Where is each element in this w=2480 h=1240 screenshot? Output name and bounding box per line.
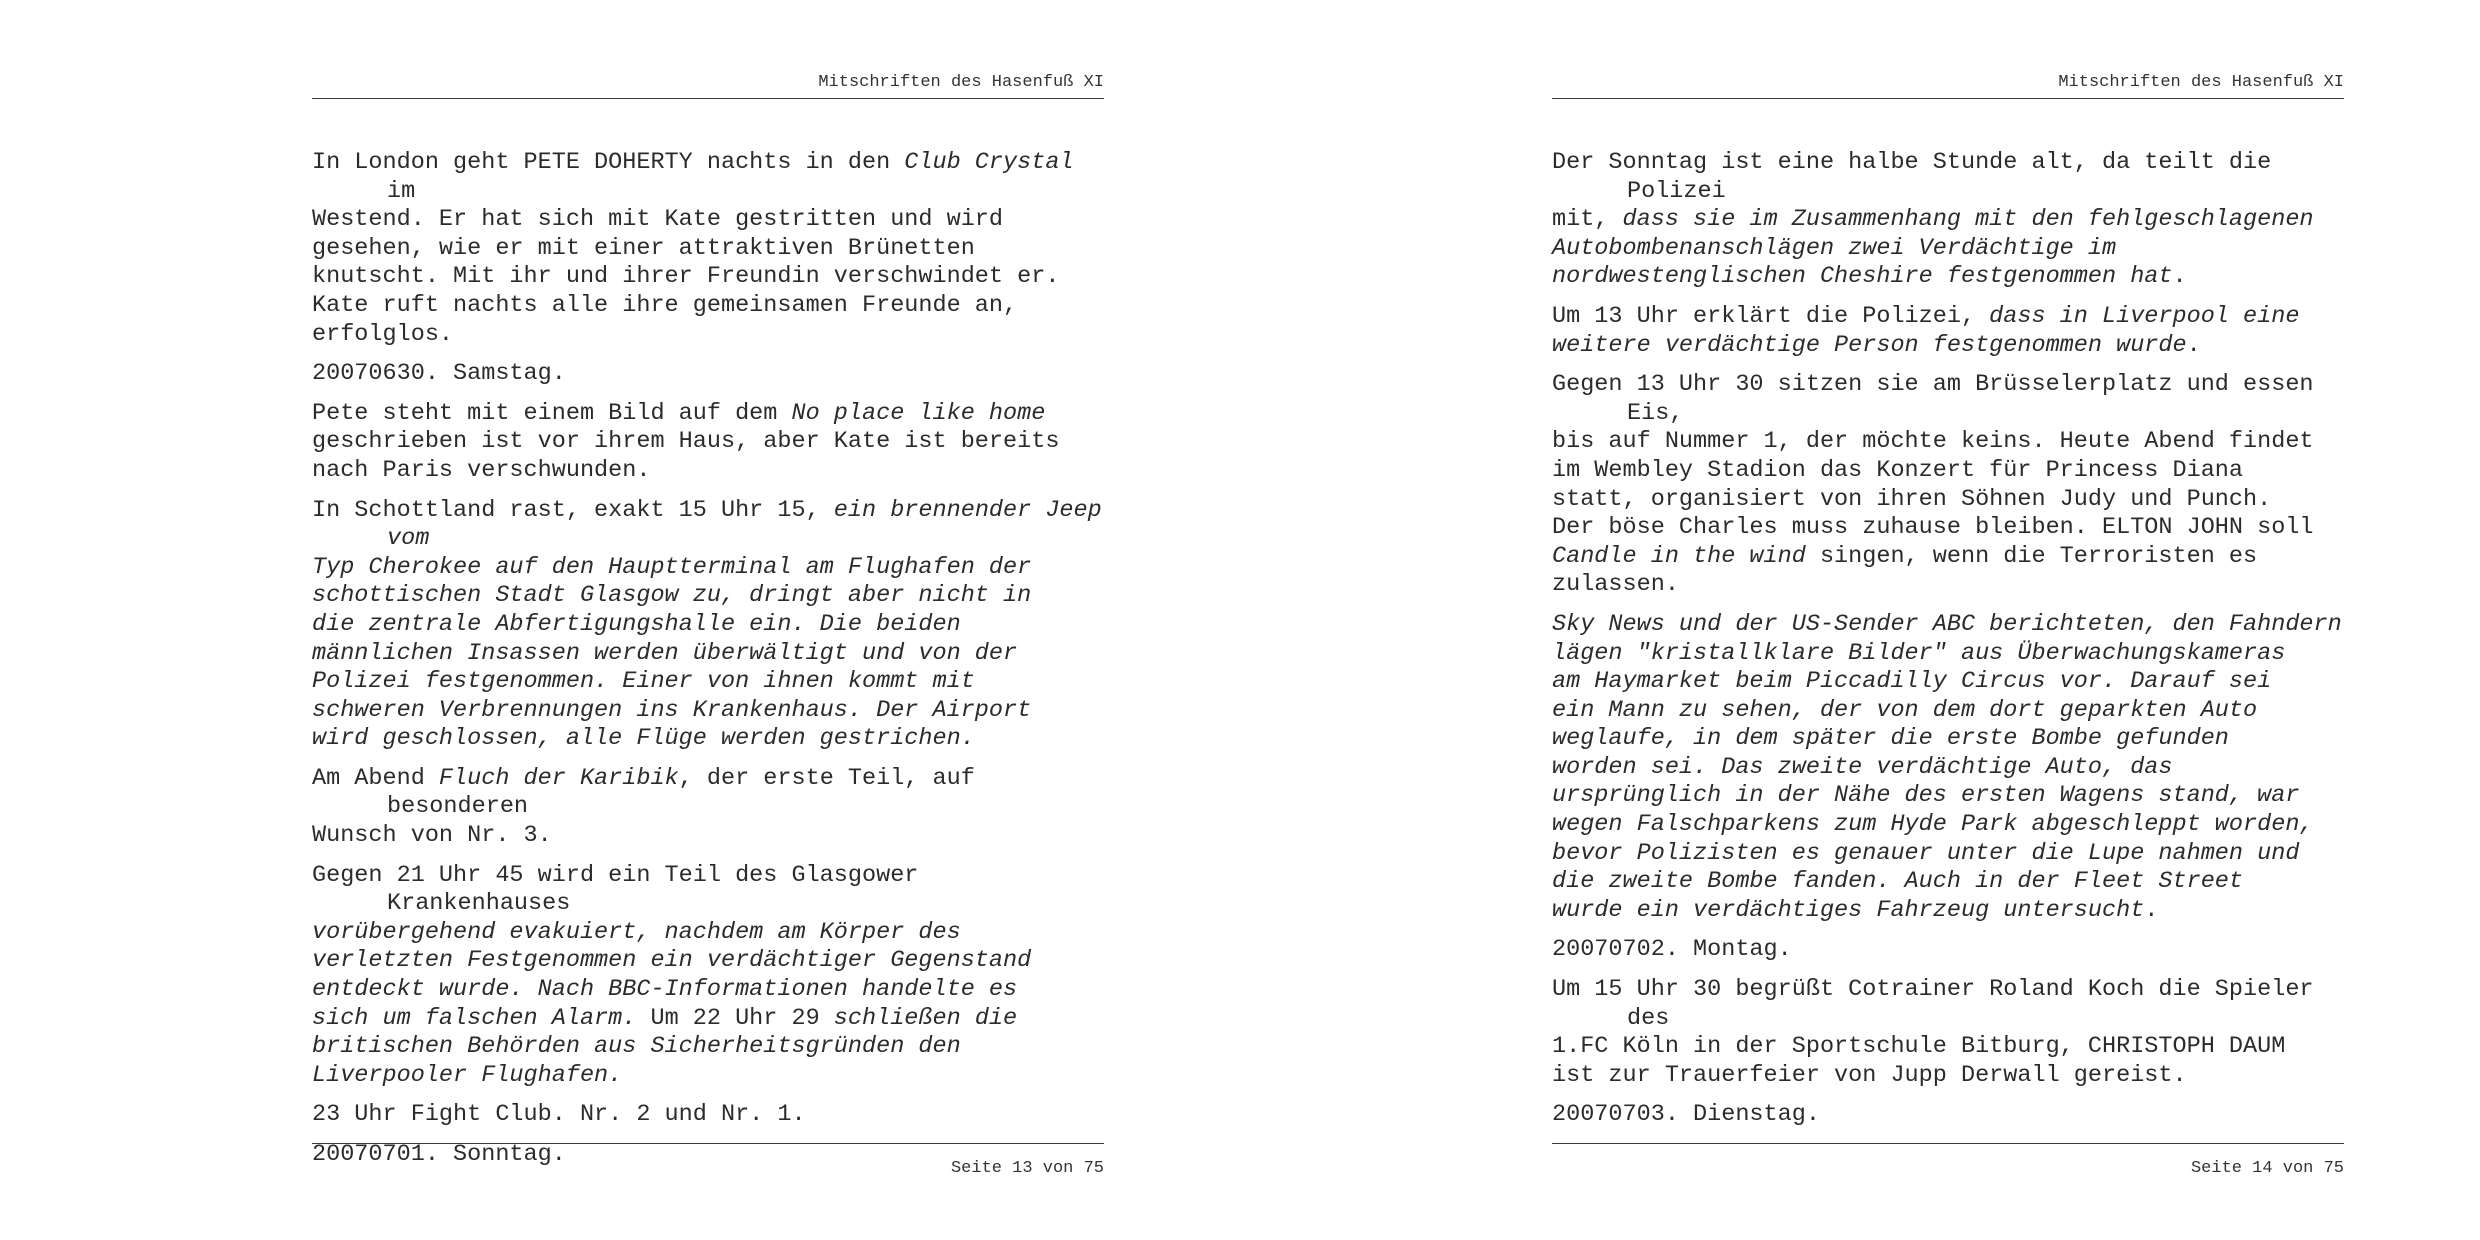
paragraph (312, 400, 1112, 486)
text-line (1552, 696, 2352, 726)
text: bis auf Nummer 1, der möchte keins. Heute Abend findet (1552, 428, 2314, 456)
italic-text: dass sie im Zusammenhang mit den fehlgeschlagenen (1622, 206, 2314, 234)
text-line (312, 263, 1112, 292)
italic-text: weitere verdächtige Person festgenommen wurde (1552, 331, 2187, 359)
text: erfolglos. (312, 320, 454, 348)
text-line (1552, 263, 2352, 292)
text: . (2186, 331, 2201, 359)
text-line (1552, 331, 2352, 361)
italic-text: sich um falschen Alarm. (312, 1004, 637, 1032)
text-line (312, 1061, 1112, 1091)
paragraph (1552, 303, 2352, 360)
italic-text: verletzten Festgenommen ein verdächtiger Gegenstand (312, 947, 1032, 975)
text-line (312, 947, 1112, 976)
text: Der böse Charles muss zuhause bleiben. ELTON JOHN soll (1552, 514, 2314, 542)
text: Gegen 21 Uhr 45 wird ein Teil des Glasgower Krankenhauses (312, 861, 919, 918)
paragraph (1552, 1101, 2352, 1130)
italic-text: Club Crystal (904, 149, 1074, 176)
text: . (2144, 896, 2159, 924)
text-line (1552, 428, 2352, 457)
text-line (312, 206, 1112, 235)
italic-text: schottischen Stadt Glasgow zu, dringt aber nicht in (312, 582, 1032, 610)
italic-text: Autobombenanschlägen zwei Verdächtige im (1552, 234, 2117, 262)
text: Um 22 Uhr 29 (636, 1004, 834, 1032)
text-line (312, 610, 1112, 640)
text-line (1552, 571, 2352, 600)
text-line (1552, 753, 2352, 783)
italic-text: die zentrale Abfertigungshalle ein. Die beiden (312, 610, 961, 638)
text-line (312, 861, 1112, 919)
italic-text: am Haymarket beim Piccadilly Circus vor. Darauf sei (1552, 668, 2272, 696)
text: Pete steht mit einem Bild auf dem (312, 399, 792, 427)
text-line (312, 456, 1112, 486)
text-line (312, 496, 1112, 554)
text: 20070702. Montag. (1552, 936, 1792, 964)
italic-text: weglaufe, in dem später die erste Bombe gefunden (1552, 725, 2229, 753)
text-line (312, 668, 1112, 697)
page-header: Mitschriften des Hasenfuß XI (2058, 73, 2344, 92)
text-line (1552, 1033, 2352, 1062)
text: Am Abend (312, 764, 439, 792)
footer-divider (312, 1143, 1104, 1144)
italic-text: britischen Behörden aus Sicherheitsgründen den (312, 1033, 961, 1061)
text: knutscht. Mit ihr und ihrer Freundin verschwindet er. (312, 263, 1060, 291)
text: im (387, 177, 416, 205)
paragraph (1552, 611, 2352, 926)
page-number: Seite 14 von 75 (2190, 1159, 2344, 1178)
italic-text: die zweite Bombe fanden. Auch in der Fleet Street (1552, 868, 2244, 896)
text-line (312, 1033, 1112, 1062)
text: Um 13 Uhr erklärt die Polizei, (1552, 302, 1990, 330)
text-line (312, 234, 1112, 264)
text: In London geht PETE DOHERTY nachts in den (312, 149, 905, 176)
text: Westend. Er hat sich mit Kate gestritten und wird (312, 206, 1004, 234)
paragraph (312, 862, 1112, 1091)
text-line (312, 360, 1112, 389)
italic-text: Polizei festgenommen. Einer von ihnen kommt mit (312, 668, 975, 696)
text-line (1552, 868, 2352, 897)
text-line (312, 918, 1112, 948)
text: mit, (1552, 206, 1623, 234)
text-line (312, 399, 1112, 429)
italic-text: nordwestenglischen Cheshire festgenommen hat (1552, 263, 2173, 291)
italic-text: No place like home (791, 399, 1046, 427)
paragraph (312, 1101, 1112, 1130)
page-right (1240, 0, 2480, 1240)
text: im Wembley Stadion das Konzert für Princess Diana (1552, 456, 2244, 484)
italic-text: dass in Liverpool eine (1989, 302, 2300, 330)
italic-text: ein brennender Jeep vom (387, 496, 1102, 553)
text: 23 Uhr Fight Club. Nr. 2 und Nr. 1. (312, 1101, 806, 1129)
italic-text: männlichen Insassen werden überwältigt und von der (312, 639, 1018, 667)
text-line (1552, 514, 2352, 543)
text: . (2172, 263, 2187, 291)
text-line (1552, 936, 2352, 965)
italic-text: Sky News und der US-Sender ABC berichteten, den Fahndern (1552, 610, 2342, 638)
italic-text: wegen Falschparkens zum Hyde Park abgeschleppt worden, (1552, 811, 2314, 839)
text: geschrieben ist vor ihrem Haus, aber Kate ist bereits (312, 428, 1060, 456)
text-line (312, 639, 1112, 669)
text: nach Paris verschwunden. (312, 456, 651, 484)
text: Der Sonntag ist eine halbe Stunde alt, da teilt die Polizei (1552, 149, 2272, 205)
page-number: Seite 13 von 75 (950, 1159, 1104, 1178)
text-line (1552, 149, 2352, 206)
text: 20070630. Samstag. (312, 360, 566, 388)
text-line (312, 696, 1112, 726)
italic-text: schließen die (833, 1004, 1018, 1032)
italic-text: schweren Verbrennungen ins Krankenhaus. Der Airport (312, 696, 1032, 724)
header-divider (312, 98, 1104, 99)
text-line (312, 291, 1112, 321)
header-divider (1552, 98, 2344, 99)
text-line (1552, 976, 2352, 1033)
text: Gegen 13 Uhr 30 sitzen sie am Brüsselerplatz und essen Eis, (1552, 371, 2314, 427)
text-line (1552, 725, 2352, 754)
text-line (312, 428, 1112, 457)
text: singen, wenn die Terroristen es (1805, 542, 2258, 570)
text-line (312, 976, 1112, 1005)
italic-text: Fluch der Karibik (438, 764, 679, 792)
italic-text: ein Mann zu sehen, der von dem dort geparkten Auto (1552, 696, 2258, 724)
text: 1.FC Köln in der Sportschule Bitburg, CHRISTOPH DAUM (1552, 1033, 2286, 1061)
italic-text: Candle in the wind (1552, 542, 1806, 570)
paragraph (1552, 976, 2352, 1090)
text: Wunsch von Nr. 3. (312, 822, 552, 850)
italic-text: lägen "kristallklare Bilder" aus Überwachungskameras (1552, 639, 2286, 667)
text: Um 15 Uhr 30 begrüßt Cotrainer Roland Koch die Spieler des (1552, 976, 2314, 1032)
text-line (1552, 811, 2352, 840)
italic-text: vorübergehend evakuiert, nachdem am Körper des (312, 918, 961, 946)
italic-text: Liverpooler Flughafen. (312, 1061, 623, 1089)
paragraph (312, 360, 1112, 389)
text-line (1552, 1061, 2352, 1091)
text: statt, organisiert von ihren Söhnen Judy und Punch. (1552, 485, 2272, 513)
text-line (312, 320, 1112, 350)
footer-divider (1552, 1143, 2344, 1144)
paragraph (1552, 149, 2352, 292)
text-line (312, 582, 1112, 611)
italic-text: wurde ein verdächtiges Fahrzeug untersucht (1552, 896, 2145, 924)
text-line (1552, 610, 2352, 640)
text-line (1552, 302, 2352, 332)
page-body (312, 149, 1112, 1181)
paragraph (312, 149, 1112, 349)
text-line (1552, 371, 2352, 428)
text: Kate ruft nachts alle ihre gemeinsamen Freunde an, (312, 291, 1018, 319)
text-line (1552, 839, 2352, 869)
text: ist zur Trauerfeier von Jupp Derwall gereist. (1552, 1061, 2187, 1089)
text: zulassen. (1552, 571, 1679, 599)
italic-text: worden sei. Das zweite verdächtige Auto, das (1552, 753, 2173, 781)
text-line (312, 1101, 1112, 1130)
text-line (1552, 234, 2352, 264)
italic-text: wird geschlossen, alle Flüge werden gestrichen. (312, 725, 975, 753)
text-line (312, 764, 1112, 822)
text-line (1552, 485, 2352, 515)
text-line (312, 822, 1112, 851)
text: gesehen, wie er mit einer attraktiven Brünetten (312, 234, 975, 262)
text-line (312, 725, 1112, 754)
text: , der erste Teil, auf besonderen (387, 764, 975, 821)
text-line (1552, 639, 2352, 669)
page-header: Mitschriften des Hasenfuß XI (818, 73, 1104, 92)
text-line (312, 1004, 1112, 1034)
text-line (1552, 456, 2352, 486)
text: In Schottland rast, exakt 15 Uhr 15, (312, 496, 834, 524)
text-line (312, 149, 1112, 206)
page-body (1552, 149, 2352, 1141)
text: 20070701. Sonntag. (312, 1141, 566, 1168)
paragraph (1552, 936, 2352, 965)
text-line (1552, 206, 2352, 235)
italic-text: ursprünglich in der Nähe des ersten Wagens stand, war (1552, 782, 2300, 810)
text-line (1552, 668, 2352, 697)
paragraph (312, 497, 1112, 754)
text: 20070703. Dienstag. (1552, 1101, 1820, 1129)
paragraph (312, 765, 1112, 851)
paragraph (1552, 371, 2352, 600)
italic-text: entdeckt wurde. Nach BBC-Informationen handelte es (312, 976, 1018, 1004)
text-line (312, 553, 1112, 583)
text-line (1552, 782, 2352, 811)
italic-text: bevor Polizisten es genauer unter die Lupe nahmen und (1552, 839, 2300, 867)
text-line (1552, 1101, 2352, 1130)
italic-text: Typ Cherokee auf den Hauptterminal am Flughafen der (312, 553, 1032, 581)
text-line (1552, 896, 2352, 926)
text-line (1552, 542, 2352, 572)
